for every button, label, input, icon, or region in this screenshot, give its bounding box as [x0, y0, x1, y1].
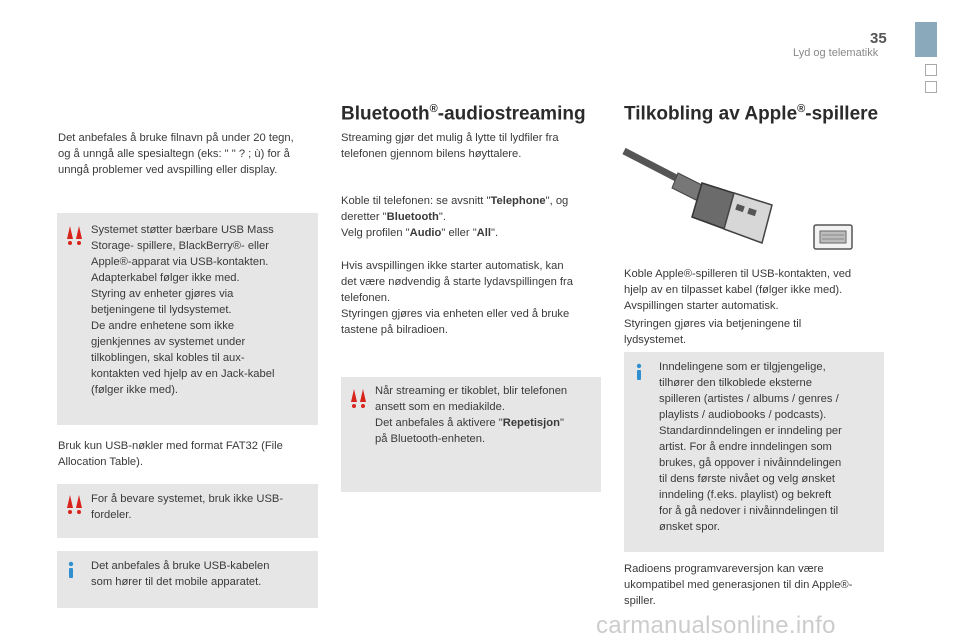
apple-controls-paragraph: Styringen gjøres via betjeningene til lydsystemet. [624, 318, 802, 346]
streaming-intro: Streaming gjør det mulig å lytte til lydfiler fra telefonen gjennom bilens høyttalere. [341, 132, 559, 160]
info-text: Det anbefales å bruke USB-kabelen som hører til det mobile apparatet. [91, 560, 270, 588]
chapter-tab [915, 22, 937, 57]
nav-square-icon [925, 81, 937, 93]
warning-text: Systemet støtter bærbare USB Mass Storage- spillere, BlackBerry®- eller Apple®-apparat via USB-kontakten. Adapterkabel følger ikke med. Styring av enheter gjøres via betjeningene til lydsystemet. De andre enhetene som ikke gjenkjennes av systemet under tilkoblingen, skal kobles til aux- kontakten ved hjelp av en Jack-kabel (følger ikke med). [91, 224, 275, 396]
watermark: carmanualsonline.info [596, 612, 836, 639]
apple-connect-paragraph: Koble Apple®-spilleren til USB-kontakten, ved hjelp av en tilpasset kabel (følger ikke med). Avspillingen starter automatisk. [624, 268, 852, 312]
connect-instructions: Koble til telefonen: se avsnitt "Telephone", og deretter "Bluetooth". Velg profilen "Audio" eller "All". [341, 195, 569, 239]
nav-square-icon [925, 64, 937, 76]
info-text: Inndelingene som er tilgjengelige, tilhører den tilkoblede eksterne spilleren (artistes / albums / genres / playlists / audiobooks / podcasts). Standardinndelingen er inndeling per artist. For å endre inndelingen som brukes, gå oppover i nivåinndelingen til dens første nivået og velg ønsket inndeling (f.eks. playlist) og bekreft for å gå nedover i nivåinndelingen til ønsket spor. [659, 361, 842, 533]
section-title: Lyd og telematikk [793, 47, 879, 59]
intro-paragraph: Det anbefales å bruke filnavn på under 20 tegn, og å unngå alle spesialtegn (eks: " " ? ; ù) for å unngå problemer ved avspilling eller display. [58, 132, 294, 176]
bluetooth-title: Bluetooth®-audiostreaming [341, 103, 586, 125]
warning-box-streaming [341, 377, 601, 492]
info-box-categories [624, 352, 884, 552]
apple-title: Tilkobling av Apple®-spillere [624, 103, 879, 125]
autoplay-paragraph: Hvis avspillingen ikke starter automatisk, kan det være nødvendig å starte lydavspillingen fra telefonen. Styringen gjøres via enheten eller ved å bruke tastene på bilradioen. [341, 260, 573, 336]
software-compat-paragraph: Radioens programvareversjon kan være ukompatibel med generasjonen til din Apple®- spiller. [624, 563, 853, 607]
warning-box-usb-hub [57, 484, 318, 538]
info-icon [62, 561, 80, 579]
warning-box-usb-support [57, 213, 318, 425]
warning-text: For å bevare systemet, bruk ikke USB- fordeler. [91, 493, 284, 521]
usb-cable-illustration [622, 133, 862, 258]
warning-text: Når streaming er tikoblet, blir telefonen ansett som en mediakilde. Det anbefales å aktivere "Repetisjon" på Bluetooth-enheten. [375, 385, 568, 445]
warning-icon [64, 494, 84, 516]
warning-icon [64, 225, 84, 247]
info-icon [630, 363, 648, 381]
fat32-paragraph: Bruk kun USB-nøkler med format FAT32 (File Allocation Table). [58, 440, 283, 468]
info-box-usb-cable [57, 551, 318, 608]
page-number: 35 [870, 30, 887, 47]
warning-icon [348, 388, 368, 410]
